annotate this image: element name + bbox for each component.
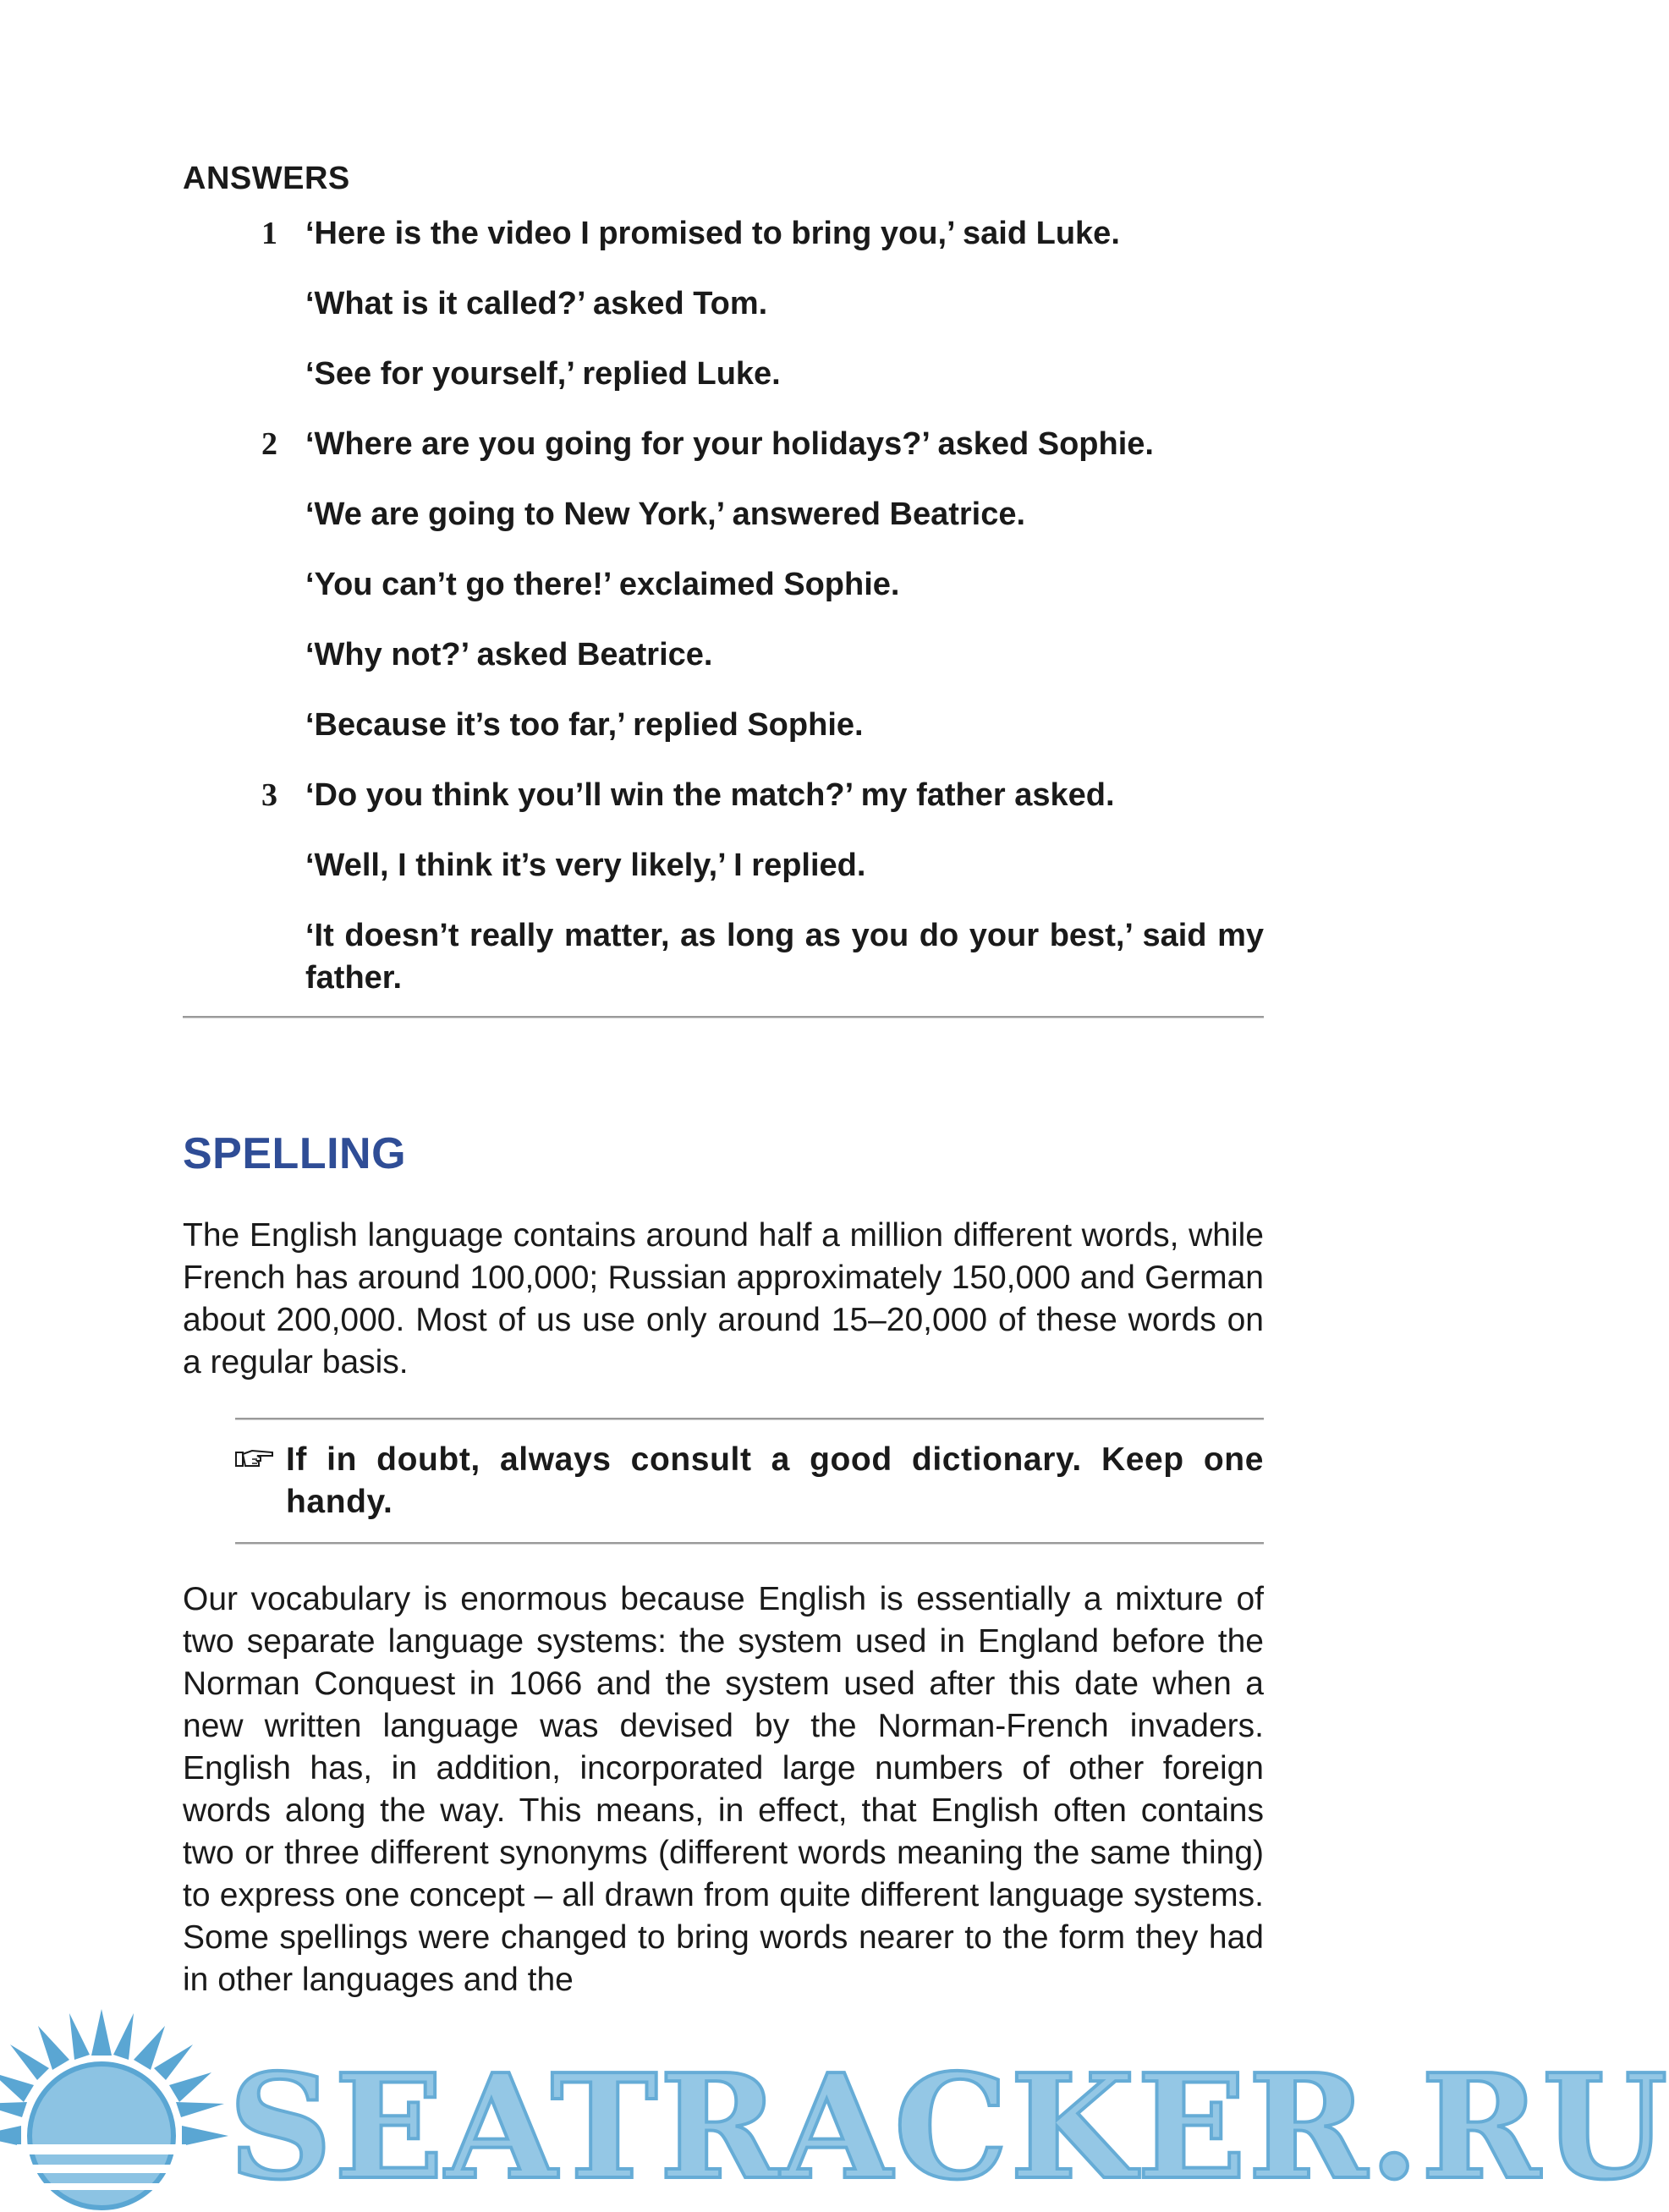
answer-line (183, 634, 1264, 676)
answer-number: 3 (261, 777, 277, 813)
page-content (183, 161, 1264, 2001)
tip-content (235, 1420, 1264, 1542)
answer-line (183, 212, 1264, 255)
answer-line (183, 704, 1264, 746)
answer-text: ‘Where are you going for your holidays?’ asked Sophie. (305, 426, 1154, 462)
body-paragraph: Our vocabulary is enormous because English is essentially a mixture of two separate language systems: the system used in England before the Norman Conquest in 1066 and the system used after this date when a new written language was devised by the Norman-French invaders. English has, in addition, incorporated large numbers of other foreign words along the way. This means, in effect, that English often contains two or three different synonyms (different words meaning the same thing) to express one concept – all drawn from quite different language systems. Some spellings were changed to bring words nearer to the form they had in other languages and the (183, 1581, 1264, 1998)
tip-box (235, 1418, 1264, 1545)
tip-bottom-divider (235, 1542, 1264, 1545)
answer-text: ‘It doesn’t really matter, as long as you do your best,’ said my father. (305, 918, 1264, 996)
answer-text: ‘You can’t go there!’ exclaimed Sophie. (305, 567, 900, 602)
answer-line (183, 493, 1264, 535)
intro-paragraph: The English language contains around half a million different words, while French has around 100,000; Russian approximately 150,000 and German about 200,000. Most of us use only around 15–20,000 of these words on a regular basis. (183, 1217, 1264, 1380)
answer-line (183, 844, 1264, 886)
section-divider (183, 1016, 1264, 1018)
answer-number: 2 (261, 426, 277, 462)
answer-text: ‘Well, I think it’s very likely,’ I replied. (305, 848, 866, 883)
answer-group-3 (183, 774, 1264, 999)
answer-line (183, 914, 1264, 999)
pointing-hand-icon (235, 1446, 274, 1471)
answer-line (183, 563, 1264, 606)
answer-line (183, 353, 1264, 395)
answer-group-2 (183, 423, 1264, 746)
answers-heading: ANSWERS (183, 161, 350, 196)
answer-text: ‘Why not?’ asked Beatrice. (305, 637, 713, 672)
tip-text: If in doubt, always consult a good dictionary. Keep one handy. (286, 1441, 1264, 1520)
answer-text: ‘What is it called?’ asked Tom. (305, 286, 768, 321)
answer-text: ‘See for yourself,’ replied Luke. (305, 356, 781, 392)
answer-line (183, 283, 1264, 325)
section-title: SPELLING (183, 1129, 407, 1178)
answer-line (183, 774, 1264, 816)
answer-text: ‘Do you think you’ll win the match?’ my father asked. (305, 777, 1115, 813)
watermark-text: SEATRACKER.RU (228, 2043, 1669, 2212)
answer-number: 1 (261, 216, 277, 251)
answer-text: ‘Because it’s too far,’ replied Sophie. (305, 707, 864, 743)
answer-text: ‘We are going to New York,’ answered Beatrice. (305, 497, 1026, 532)
answer-line (183, 423, 1264, 465)
answer-group-1 (183, 212, 1264, 395)
answer-text: ‘Here is the video I promised to bring you,’ said Luke. (305, 216, 1120, 251)
